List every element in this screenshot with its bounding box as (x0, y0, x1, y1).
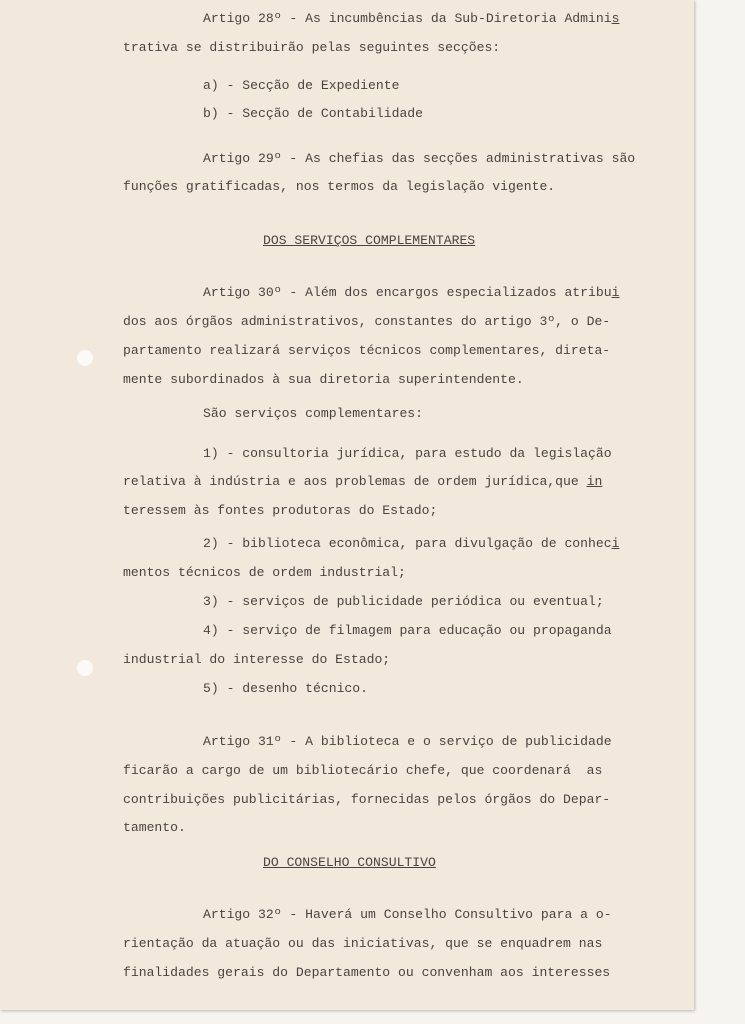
text-line: mentos técnicos de ordem industrial; (123, 565, 406, 580)
text-line: Artigo 28º - As incumbências da Sub-Diretoria Adminis (203, 11, 620, 26)
text-line: trativa se distribuirão pelas seguintes secções: (123, 40, 501, 55)
text-line: relativa à indústria e aos problemas de ordem jurídica,que in (123, 474, 603, 489)
text-line: São serviços complementares: (203, 406, 424, 421)
text-line: Artigo 31º - A biblioteca e o serviço de publicidade (203, 734, 612, 749)
text-line: Artigo 29º - As chefias das secções administrativas são (203, 151, 636, 166)
text-line: Artigo 30º - Além dos encargos especializados atribui (203, 285, 620, 300)
text-line: finalidades gerais do Departamento ou convenham aos interesses (123, 965, 611, 980)
text-line: mente subordinados à sua diretoria superintendente. (123, 372, 524, 387)
text-line: 4) - serviço de filmagem para educação ou propaganda (203, 623, 612, 638)
section-heading: DOS SERVIÇOS COMPLEMENTARES (263, 233, 476, 248)
text-line: tamento. (123, 820, 186, 835)
text-line: 5) - desenho técnico. (203, 681, 369, 696)
text-line: 1) - consultoria jurídica, para estudo da legislação (203, 446, 612, 461)
section-heading: DO CONSELHO CONSULTIVO (263, 855, 436, 870)
underlined-syllable: in (586, 474, 603, 489)
text-line: b) - Secção de Contabilidade (203, 106, 424, 121)
text-line: 2) - biblioteca econômica, para divulgação de conheci (203, 536, 620, 551)
text-line: rientação da atuação ou das iniciativas, que se enquadrem nas (123, 936, 603, 951)
underlined-syllable: s (611, 11, 620, 26)
text-line: partamento realizará serviços técnicos complementares, direta- (123, 343, 611, 358)
text-line: dos aos órgãos administrativos, constantes do artigo 3º, o De- (123, 314, 611, 329)
text-line: contribuições publicitárias, fornecidas pelos órgãos do Depar- (123, 792, 611, 807)
text-line: 3) - serviços de publicidade periódica ou eventual; (203, 594, 604, 609)
text-line: teressem às fontes produtoras do Estado; (123, 503, 438, 518)
punch-hole (77, 660, 93, 676)
underlined-syllable: i (611, 285, 620, 300)
text-line: industrial do interesse do Estado; (123, 652, 391, 667)
text-line: Artigo 32º - Haverá um Conselho Consultivo para a o- (203, 907, 612, 922)
punch-hole (77, 350, 93, 366)
underlined-syllable: i (611, 536, 620, 551)
text-line: a) - Secção de Expediente (203, 78, 400, 93)
text-line: ficarão a cargo de um bibliotecário chefe, que coordenará as (123, 763, 603, 778)
text-line: funções gratificadas, nos termos da legislação vigente. (123, 179, 556, 194)
